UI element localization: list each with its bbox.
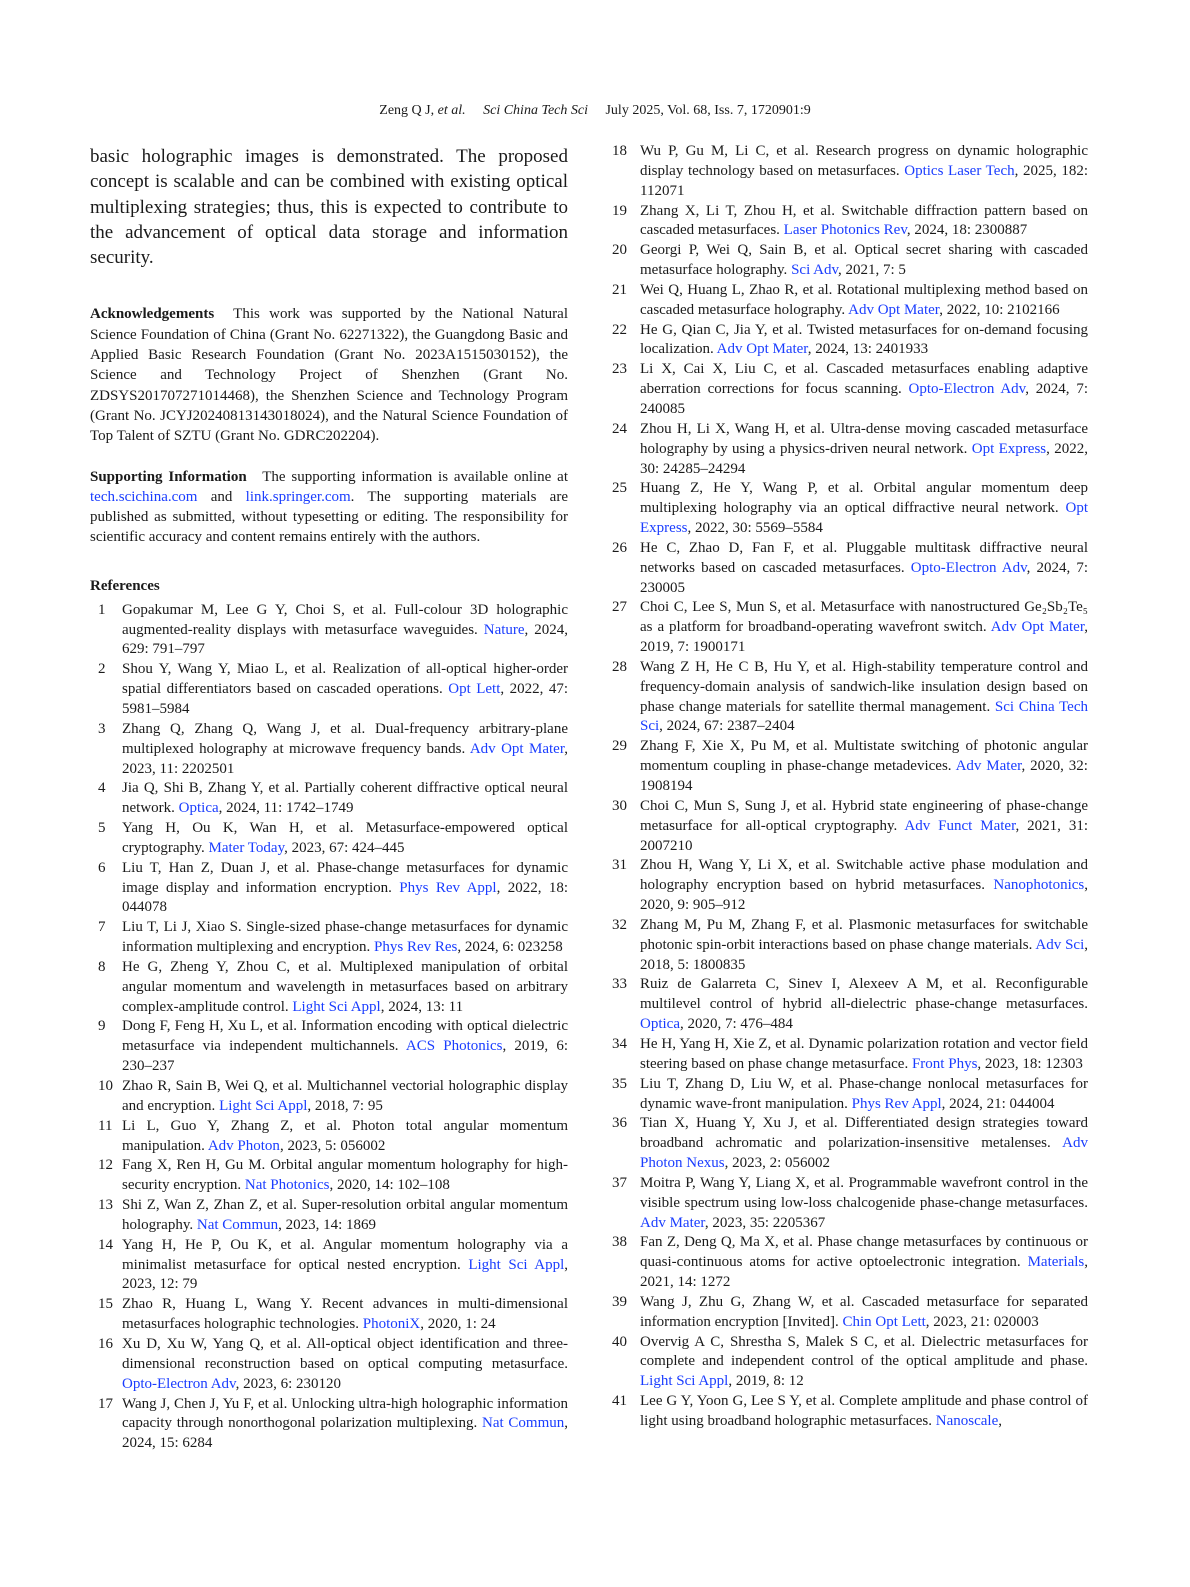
reference-item [90,1395,568,1455]
reference-number: 3 [98,720,106,737]
reference-text [122,1017,568,1077]
reference-citation: He C, Zhao D, Fan F, et al. Pluggable multitask diffractive neural networks based on cascaded metasurfaces. [640,539,1088,576]
reference-details: , 2024, 15: 6284 [122,1415,569,1452]
reference-text [640,360,1088,420]
reference-item [90,1077,568,1117]
reference-item [610,241,1088,281]
reference-journal-link[interactable]: Materials [1027,1254,1085,1271]
reference-item [90,859,568,919]
reference-details: , 2023, 12: 79 [122,1256,568,1293]
references-list-left [90,601,568,1454]
reference-journal-link[interactable]: Phys Rev Res [374,939,458,956]
reference-journal-link[interactable]: Adv Opt Mater [716,341,808,358]
reference-number: 7 [98,919,106,936]
reference-text [122,601,568,661]
reference-journal-link[interactable]: Opto-Electron Adv [908,381,1026,398]
reference-number: 8 [98,958,106,975]
reference-citation: Zhou H, Li X, Wang H, et al. Ultra-dense moving cascaded metasurface holography by using a physics-driven neural network. [640,420,1088,457]
reference-text [122,660,568,720]
reference-item [610,1293,1088,1333]
reference-details: , 2025, 182: 112071 [640,162,1089,199]
reference-item [610,1114,1088,1174]
reference-journal-link[interactable]: Nanophotonics [993,877,1085,894]
acknowledgements-text: This work was supported by the National Natural Science Foundation of China (Grant No. 62271322), the Guangdong Basic and Applied Basic Research Foundation (Grant No. 2023A1515030152), the Science and Technology Project of Shenzhen (Grant No. ZDSYS201707271014468), the Shenzhen Science and Technology Program (Grant No. JCYJ20240813143018024), and the Natural Science Foundation of Top Talent of SZTU (Grant No. GDRC202204). [90,306,568,445]
reference-citation: Jia Q, Shi B, Zhang Y, et al. Partially coherent diffractive optical neural network. [122,780,568,817]
reference-item [90,1335,568,1395]
reference-text [640,202,1088,242]
reference-number: 34 [612,1035,627,1052]
springer-link[interactable]: link.springer.com [245,488,351,505]
reference-item [90,1196,568,1236]
reference-details: , 2018, 5: 1800835 [640,936,1089,973]
reference-details: , 2024, 13: 2401933 [807,341,929,358]
reference-item [90,1295,568,1335]
reference-number: 39 [612,1293,627,1310]
reference-number: 19 [612,202,627,219]
reference-journal-link[interactable]: Sci China Tech Sci [640,698,1088,735]
reference-journal-link[interactable]: Adv Opt Mater [469,740,565,757]
reference-citation: Liu T, Han Z, Duan J, et al. Phase-change metasurfaces for dynamic image display and information encryption. [122,859,568,896]
reference-journal-link[interactable]: Phys Rev Appl [851,1095,942,1112]
reference-text [640,737,1088,797]
reference-journal-link[interactable]: Light Sci Appl [468,1256,565,1273]
reference-citation: Zhao R, Sain B, Wei Q, et al. Multichannel vectorial holographic display and encryption. [122,1078,568,1114]
reference-details: , 2022, 30: 5569–5584 [687,520,823,537]
reference-number: 25 [612,480,627,497]
reference-journal-link[interactable]: Adv Opt Mater [990,619,1085,636]
reference-number: 26 [612,539,627,556]
reference-number: 21 [612,281,627,298]
reference-text [640,420,1088,480]
reference-details: , 2023, 5: 056002 [279,1137,386,1154]
reference-text [640,598,1088,658]
reference-text [640,1075,1088,1115]
reference-number: 12 [98,1157,113,1174]
reference-number: 29 [612,738,627,755]
running-header [0,103,1190,119]
reference-journal-link[interactable]: Nat Commun [196,1216,279,1233]
reference-number: 32 [612,916,627,933]
reference-text [640,1114,1088,1174]
reference-journal-link[interactable]: Phys Rev Appl [399,879,497,896]
reference-details: , 2022, 18: 044078 [122,879,569,916]
reference-item [610,539,1088,599]
reference-citation: Zhang Q, Zhang Q, Wang J, et al. Dual-frequency arbitrary-plane multiplexed holography at microwave frequency bands. [122,720,568,757]
reference-journal-link[interactable]: PhotoniX [362,1316,421,1333]
reference-citation: Overvig A C, Shrestha S, Malek S C, et al. Dielectric metasurfaces for complete and independent control of the optical amplitude and phase. [640,1333,1088,1370]
reference-journal-link[interactable]: Mater Today [208,839,285,856]
reference-item [610,856,1088,916]
reference-text [640,797,1088,857]
reference-number: 36 [612,1115,627,1132]
reference-details: , 2022, 10: 2102166 [939,301,1060,318]
reference-text [122,1156,568,1196]
header-issue: July 2025, Vol. 68, Iss. 7, 1720901:9 [605,103,811,118]
reference-text [640,658,1088,737]
reference-details: , 2023, 18: 12303 [977,1055,1083,1072]
reference-details: , 2022, 30: 24285–24294 [640,440,1088,477]
reference-item [610,142,1088,202]
reference-details: , 2019, 6: 230–237 [122,1038,568,1075]
reference-number: 11 [98,1117,113,1134]
reference-details: , 2023, 14: 1869 [278,1216,377,1233]
reference-citation: He G, Qian C, Jia Y, et al. Twisted metasurfaces for on-demand focusing localization. [640,321,1088,358]
reference-journal-link[interactable]: Adv Mater [955,758,1022,775]
reference-citation: Yang H, Ou K, Wan H, et al. Metasurface-empowered optical cryptography. [122,820,568,856]
reference-number: 41 [612,1393,627,1410]
reference-text [122,819,568,859]
reference-text [122,1335,568,1395]
reference-text [122,918,568,958]
reference-details: , 2024, 7: 230005 [640,559,1089,596]
reference-journal-link[interactable]: Adv Photon [207,1137,280,1154]
reference-item [610,598,1088,658]
reference-number: 23 [612,361,627,378]
reference-number: 5 [98,820,106,837]
reference-text [122,1077,568,1117]
reference-number: 17 [98,1395,113,1412]
reference-journal-link[interactable]: Optica [640,1016,680,1033]
reference-citation: He H, Yang H, Xie Z, et al. Dynamic polarization rotation and vector field steering based on phase change metasurface. [640,1035,1088,1072]
reference-journal-link[interactable]: Sci Adv [791,262,839,279]
reference-journal-link[interactable]: Adv Funct Mater [904,817,1016,834]
reference-text [640,241,1088,281]
reference-citation: Zhang X, Li T, Zhou H, et al. Switchable diffraction pattern based on cascaded metasurfaces. [640,202,1088,239]
reference-citation: Liu T, Li J, Xiao S. Single-sized phase-change metasurfaces for dynamic information multiplexing and encryption. [122,919,568,956]
reference-citation: Zhang M, Pu M, Zhang F, et al. Plasmonic metasurfaces for switchable photonic spin-orbit interactions based on phase change materials. [640,916,1088,953]
references-list-right [610,142,1088,1432]
reference-details: , 2024, 7: 240085 [640,381,1088,417]
reference-item [90,958,568,1018]
reference-item [610,479,1088,539]
reference-item [90,1117,568,1157]
reference-item [90,1236,568,1296]
reference-journal-link[interactable]: Front Phys [911,1055,978,1072]
reference-number: 13 [98,1197,113,1214]
reference-number: 35 [612,1075,627,1092]
reference-text [640,916,1088,976]
reference-details: , 2018, 7: 95 [307,1097,383,1114]
references-heading: References [90,577,160,594]
acknowledgements [90,304,568,446]
reference-details: , 2019, 8: 12 [728,1373,804,1390]
reference-citation: Liu T, Zhang D, Liu W, et al. Phase-change nonlocal metasurfaces for dynamic wave-front manipulation. [640,1075,1088,1112]
reference-text [122,859,568,919]
reference-details: , 2024, 67: 2387–2404 [659,718,795,735]
right-column [610,142,1088,1432]
reference-journal-link[interactable]: Nat Photonics [244,1177,330,1194]
reference-number: 20 [612,242,627,259]
left-column [90,144,568,1454]
reference-journal-link[interactable]: ACS Photonics [405,1038,503,1055]
reference-citation: Wei Q, Huang L, Zhao R, et al. Rotational multiplexing method based on cascaded metasurface holography. [640,281,1088,318]
reference-details: , [998,1413,1002,1429]
reference-details: , 2024, 6: 023258 [457,939,563,956]
reference-details: , 2020, 1: 24 [420,1316,496,1333]
reference-citation: Fang X, Ren H, Gu M. Orbital angular momentum holography for high-security encryption. [122,1157,568,1194]
reference-item [90,660,568,720]
reference-text [122,1196,568,1236]
reference-citation: Huang Z, He Y, Wang P, et al. Orbital angular momentum deep multiplexing holography via an optical diffractive neural network. [640,480,1088,517]
supporting-text-post: . The supporting materials are published as submitted, without typesetting or editing. The responsibility for scientific accuracy and content remains entirely with the authors. [90,488,568,546]
reference-journal-link[interactable]: Adv Opt Mater [848,301,940,318]
reference-journal-link[interactable]: Optica [178,800,219,817]
reference-details: , 2020, 9: 905–912 [640,877,1088,914]
reference-number: 6 [98,859,106,876]
reference-number: 2 [98,661,106,678]
header-etal: et al. [437,103,466,118]
reference-citation: Shi Z, Wan Z, Zhan Z, et al. Super-resolution orbital angular momentum holography. [122,1197,568,1233]
reference-text [122,958,568,1018]
reference-journal-link[interactable]: Laser Photonics Rev [783,222,907,239]
reference-number: 16 [98,1335,113,1352]
reference-details: , 2024, 629: 791–797 [122,621,568,658]
reference-details: , 2020, 32: 1908194 [640,758,1088,794]
reference-details: , 2024, 13: 11 [380,998,464,1015]
reference-text [122,1236,568,1296]
reference-text [640,1233,1088,1293]
reference-citation: Li X, Cai X, Liu C, et al. Cascaded metasurfaces enabling adaptive aberration corrections for focus scanning. [640,361,1088,398]
reference-journal-link[interactable]: Chin Opt Lett [842,1313,926,1330]
header-authors: Zeng Q J, [379,103,435,118]
reference-number: 24 [612,420,627,437]
reference-journal-link[interactable]: Adv Photon Nexus [640,1135,1088,1172]
reference-details: , 2023, 21: 020003 [925,1313,1039,1330]
reference-number: 33 [612,976,627,993]
reference-details: , 2021, 31: 2007210 [640,817,1088,854]
reference-item [610,916,1088,976]
reference-text [122,1395,568,1455]
reference-citation: Wang J, Zhu G, Zhang W, et al. Cascaded metasurface for separated information encryption [Invited]. [640,1293,1088,1330]
reference-number: 40 [612,1333,627,1350]
reference-item [610,1174,1088,1234]
reference-citation: Shou Y, Wang Y, Miao L, et al. Realization of all-optical higher-order spatial differentiators based on cascaded operations. [122,661,568,698]
supporting-information [90,467,568,548]
reference-text [122,1117,568,1157]
reference-details: , 2019, 7: 1900171 [640,619,1088,656]
reference-citation: Yang H, He P, Ou K, et al. Angular momentum holography via a minimalist metasurface for optical nested encryption. [122,1236,568,1273]
reference-journal-link[interactable]: Nat Commun [482,1415,565,1432]
reference-journal-link[interactable]: Light Sci Appl [640,1373,729,1390]
reference-item [610,281,1088,321]
reference-item [610,202,1088,242]
reference-text [640,975,1088,1035]
reference-number: 9 [98,1018,106,1035]
reference-number: 27 [612,599,627,616]
reference-citation: Dong F, Feng H, Xu L, et al. Information encoding with optical dielectric metasurface via independent multichannels. [122,1018,568,1055]
reference-citation: Moitra P, Wang Y, Liang X, et al. Programmable wavefront control in the visible spectrum using low-loss chalcogenide phase-change metasurfaces. [640,1174,1088,1211]
reference-item [610,1075,1088,1115]
reference-citation: Wang Z H, He C B, Hu Y, et al. High-stability temperature control and frequency-domain analysis of sandwich-like insulation design based on phase change materials for satellite thermal management. [640,658,1088,715]
reference-citation: Zhang F, Xie X, Pu M, et al. Multistate switching of photonic angular momentum coupling in phase-change metadevices. [640,738,1088,775]
reference-text [122,720,568,780]
reference-citation: Zhao R, Huang L, Wang Y. Recent advances in multi-dimensional metasurfaces holographic technologies. [122,1296,568,1333]
reference-item [90,779,568,819]
reference-text [122,779,568,819]
reference-number: 18 [612,143,627,159]
supporting-title: Supporting Information [90,468,247,485]
reference-number: 4 [98,780,106,797]
reference-text [640,1392,1088,1432]
reference-details: , 2024, 18: 2300887 [906,222,1028,239]
reference-details: , 2023, 35: 2205367 [704,1214,826,1231]
reference-text [640,1293,1088,1333]
reference-number: 30 [612,797,627,814]
reference-text [122,1295,568,1335]
reference-citation: Wu P, Gu M, Li C, et al. Research progress on dynamic holographic display technology based on metasurfaces. [640,143,1088,179]
reference-details: , 2021, 14: 1272 [640,1254,1088,1291]
acknowledgements-title: Acknowledgements [90,306,215,323]
reference-citation: Xu D, Xu W, Yang Q, et al. All-optical object identification and three-dimensional reconstruction based on optical computing metasurface. [122,1335,568,1372]
reference-item [610,658,1088,737]
reference-citation: Gopakumar M, Lee G Y, Choi S, et al. Full-colour 3D holographic augmented-reality displays with metasurface waveguides. [122,601,568,638]
reference-citation: Ruiz de Galarreta C, Sinev I, Alexeev A M, et al. Reconfigurable multilevel control of hybrid all-dielectric phase-change metasurfaces. [640,976,1088,1013]
reference-item [610,1233,1088,1293]
reference-number: 37 [612,1174,627,1191]
reference-number: 28 [612,658,627,675]
reference-details: , 2023, 67: 424–445 [284,839,405,856]
reference-citation: Choi C, Lee S, Mun S, et al. Metasurface with nanostructured Ge₂Sb₂Te₅ as a platform for broadband-operating wavefront switch. [640,599,1088,636]
supporting-and: and [210,488,233,505]
supporting-text-pre: The supporting information is available online at [262,468,568,485]
reference-item [610,1333,1088,1393]
reference-item [610,737,1088,797]
reference-text [640,856,1088,916]
reference-number: 14 [98,1236,113,1253]
scichina-link[interactable]: tech.scichina.com [90,488,198,505]
reference-journal-link[interactable]: Opto-Electron Adv [122,1375,236,1392]
reference-journal-link[interactable]: Adv Mater [640,1214,705,1231]
reference-number: 1 [98,601,106,618]
reference-journal-link[interactable]: Opt Express [971,440,1047,457]
reference-citation: He G, Zheng Y, Zhou C, et al. Multiplexed manipulation of orbital angular momentum and wavelength in metasurfaces based on arbitrary complex-amplitude control. [122,958,568,1015]
reference-journal-link[interactable]: Nanoscale [935,1413,999,1429]
reference-item [90,819,568,859]
reference-details: , 2023, 6: 230120 [235,1375,342,1392]
reference-number: 22 [612,321,627,338]
reference-citation: Zhou H, Wang Y, Li X, et al. Switchable active phase modulation and holography encryption based on hybrid metasurfaces. [640,857,1088,894]
reference-details: , 2021, 7: 5 [838,262,906,279]
reference-text [640,539,1088,599]
reference-journal-link[interactable]: Opt Lett [448,681,501,698]
reference-text [640,321,1088,361]
reference-journal-link[interactable]: Nature [483,621,525,638]
reference-number: 15 [98,1296,113,1313]
reference-item [610,1035,1088,1075]
reference-details: , 2024, 21: 044004 [941,1095,1055,1112]
reference-citation: Li L, Guo Y, Zhang Z, et al. Photon total angular momentum manipulation. [122,1117,568,1154]
reference-journal-link[interactable]: Opto-Electron Adv [910,559,1027,576]
reference-text [640,479,1088,539]
reference-text [640,1333,1088,1393]
reference-details: , 2023, 11: 2202501 [122,740,568,777]
reference-details: , 2020, 7: 476–484 [679,1016,793,1033]
reference-item [610,797,1088,857]
reference-citation: Lee G Y, Yoon G, Lee S Y, et al. Complete amplitude and phase control of light using broadband holographic metasurfaces. [640,1393,1088,1429]
reference-item [90,1017,568,1077]
reference-text [640,142,1088,202]
reference-item [610,360,1088,420]
reference-details: , 2022, 47: 5981–5984 [122,681,569,717]
reference-citation: Georgi P, Wei Q, Sain B, et al. Optical secret sharing with cascaded metasurface holography. [640,242,1088,279]
reference-citation: Wang J, Chen J, Yu F, et al. Unlocking ultra-high holographic information capacity through nonorthogonal polarization multiplexing. [122,1395,568,1432]
reference-item [610,975,1088,1035]
reference-journal-link[interactable]: Light Sci Appl [292,998,381,1015]
reference-details: , 2020, 14: 102–108 [329,1177,450,1194]
reference-item [90,918,568,958]
reference-text [640,281,1088,321]
reference-number: 38 [612,1234,627,1251]
reference-item [90,1156,568,1196]
abstract-tail: basic holographic images is demonstrated. The proposed concept is scalable and can be combined with existing optical multiplexing strategies; thus, this is expected to contribute to the advancement of optical data storage and information security. [90,146,568,269]
reference-journal-link[interactable]: Opt Express [640,500,1089,537]
reference-citation: Choi C, Mun S, Sung J, et al. Hybrid state engineering of phase-change metasurface for all-optical cryptography. [640,797,1088,834]
reference-item [90,720,568,780]
reference-item [90,601,568,661]
reference-text [640,1174,1088,1234]
reference-details: , 2024, 11: 1742–1749 [218,800,354,817]
reference-number: 31 [612,857,627,874]
reference-journal-link[interactable]: Optics Laser Tech [904,162,1015,179]
reference-citation: Fan Z, Deng Q, Ma X, et al. Phase change metasurfaces by continuous or quasi-continuous atoms for active optoelectronic integration. [640,1234,1088,1271]
reference-item [610,420,1088,480]
reference-item [610,321,1088,361]
reference-number: 10 [98,1078,113,1094]
reference-details: , 2023, 2: 056002 [724,1155,831,1172]
reference-item [610,1392,1088,1432]
reference-text [640,1035,1088,1075]
reference-citation: Tian X, Huang Y, Xu J, et al. Differentiated design strategies toward broadband achromatic and polarization-insensitive metalenses. [640,1115,1088,1152]
header-journal: Sci China Tech Sci [483,103,588,118]
reference-journal-link[interactable]: Light Sci Appl [219,1097,308,1114]
reference-journal-link[interactable]: Adv Sci [1035,936,1085,953]
